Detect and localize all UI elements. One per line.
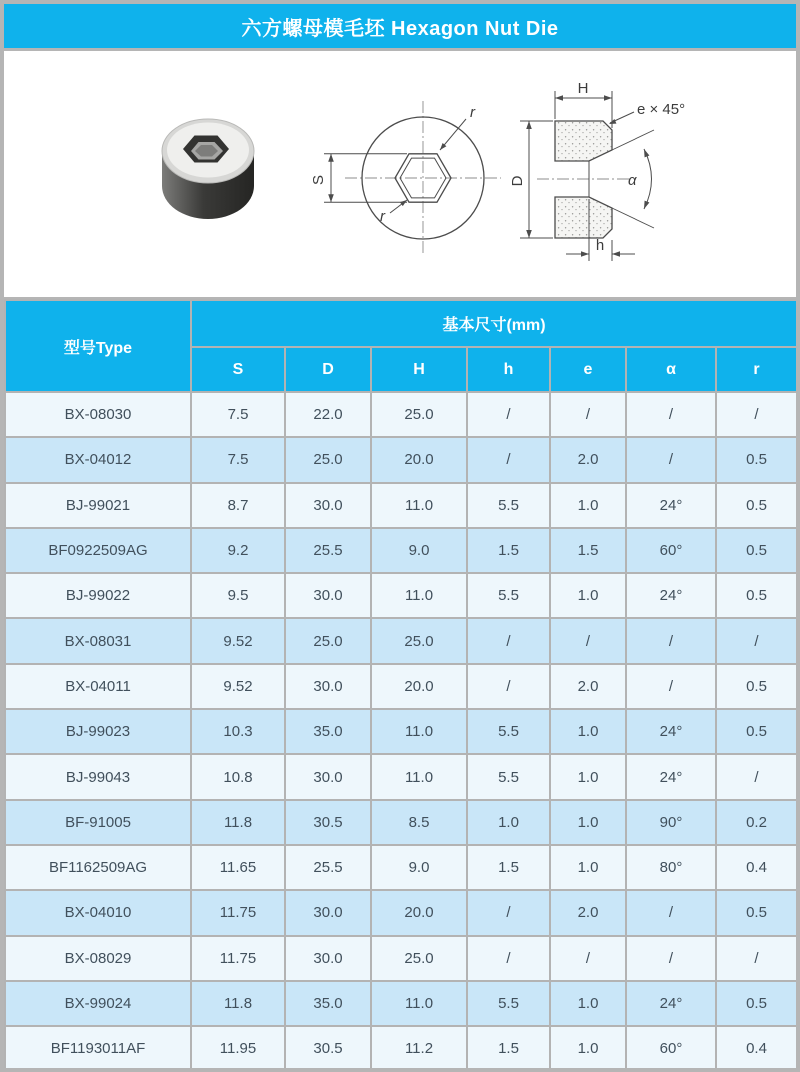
column-header: h xyxy=(467,347,550,392)
front-view-drawing xyxy=(324,101,501,255)
dimension-value-cell: 10.8 xyxy=(191,754,285,799)
dimension-value-cell: 0.5 xyxy=(716,528,797,573)
header-row-group xyxy=(5,300,797,347)
dim-label-r-bottom: r xyxy=(380,208,385,225)
table-row xyxy=(5,528,797,573)
dimension-value-cell: 9.52 xyxy=(191,618,285,663)
dimension-value-cell: 24° xyxy=(626,573,716,618)
table-row xyxy=(5,392,797,437)
technical-drawing xyxy=(4,51,796,297)
dimension-value-cell: 0.5 xyxy=(716,573,797,618)
model-type-cell: BF1193011AF xyxy=(5,1026,191,1071)
model-type-cell: BJ-99022 xyxy=(5,573,191,618)
spec-table-body xyxy=(5,392,797,1071)
dimension-value-cell: 30.0 xyxy=(285,936,371,981)
dimension-value-cell: 1.5 xyxy=(550,528,626,573)
dimension-value-cell: / xyxy=(467,618,550,663)
chamfer-label: e × 45° xyxy=(637,101,686,118)
dimension-value-cell: 0.5 xyxy=(716,981,797,1026)
dimension-value-cell: 9.0 xyxy=(371,845,467,890)
model-type-cell: BX-04011 xyxy=(5,664,191,709)
column-header: D xyxy=(285,347,371,392)
dimension-value-cell: 2.0 xyxy=(550,664,626,709)
dimension-value-cell: 2.0 xyxy=(550,437,626,482)
dimension-value-cell: 90° xyxy=(626,800,716,845)
table-row xyxy=(5,437,797,482)
table-row xyxy=(5,483,797,528)
dimension-value-cell: / xyxy=(626,392,716,437)
dim-label-alpha: α xyxy=(628,172,637,189)
nut-3d-render xyxy=(162,119,254,219)
model-type-cell: BX-99024 xyxy=(5,981,191,1026)
dimension-value-cell: 35.0 xyxy=(285,709,371,754)
column-header: α xyxy=(626,347,716,392)
dimension-value-cell: 8.7 xyxy=(191,483,285,528)
dimension-value-cell: 9.0 xyxy=(371,528,467,573)
dimension-value-cell: 8.5 xyxy=(371,800,467,845)
dimension-value-cell: 30.0 xyxy=(285,890,371,935)
dimension-value-cell: 1.0 xyxy=(550,800,626,845)
dimension-value-cell: 30.5 xyxy=(285,800,371,845)
model-type-cell: BJ-99021 xyxy=(5,483,191,528)
dimension-value-cell: 11.0 xyxy=(371,981,467,1026)
dimension-value-cell: / xyxy=(716,618,797,663)
dimension-value-cell: 30.0 xyxy=(285,483,371,528)
table-row xyxy=(5,573,797,618)
dimension-value-cell: 60° xyxy=(626,1026,716,1071)
page-title: 六方螺母模毛坯 Hexagon Nut Die xyxy=(241,17,559,40)
dimension-value-cell: 25.0 xyxy=(371,392,467,437)
dimension-value-cell: / xyxy=(716,754,797,799)
dimension-value-cell: 25.0 xyxy=(371,936,467,981)
dimension-value-cell: / xyxy=(467,890,550,935)
dimension-value-cell: 24° xyxy=(626,981,716,1026)
dimension-value-cell: 0.4 xyxy=(716,845,797,890)
dim-label-s: S xyxy=(310,174,327,186)
dimension-value-cell: 1.5 xyxy=(467,1026,550,1071)
type-column-header: 型号Type xyxy=(5,300,191,392)
column-header: S xyxy=(191,347,285,392)
model-type-cell: BF-91005 xyxy=(5,800,191,845)
dimension-value-cell: / xyxy=(626,437,716,482)
spec-table xyxy=(4,299,798,1072)
dimension-value-cell: 5.5 xyxy=(467,483,550,528)
dimension-value-cell: 7.5 xyxy=(191,392,285,437)
dimension-value-cell: / xyxy=(716,936,797,981)
dim-label-h-low: h xyxy=(595,237,605,254)
dimension-value-cell: 30.0 xyxy=(285,573,371,618)
column-header: r xyxy=(716,347,797,392)
dimension-value-cell: 25.0 xyxy=(285,437,371,482)
dimension-value-cell: / xyxy=(626,936,716,981)
dimension-value-cell: 5.5 xyxy=(467,709,550,754)
dimension-value-cell: 11.8 xyxy=(191,800,285,845)
table-row xyxy=(5,1026,797,1071)
dimension-value-cell: 11.0 xyxy=(371,483,467,528)
dimension-value-cell: 30.0 xyxy=(285,754,371,799)
dimension-value-cell: / xyxy=(467,437,550,482)
dimension-value-cell: 1.0 xyxy=(550,709,626,754)
model-type-cell: BF0922509AG xyxy=(5,528,191,573)
dimension-value-cell: 0.5 xyxy=(716,890,797,935)
dimension-value-cell: 1.5 xyxy=(467,845,550,890)
dim-label-h-cap: H xyxy=(577,80,589,97)
table-row xyxy=(5,754,797,799)
dimension-value-cell: 25.5 xyxy=(285,528,371,573)
table-row xyxy=(5,890,797,935)
dimension-value-cell: 11.0 xyxy=(371,573,467,618)
table-row xyxy=(5,618,797,663)
dimension-value-cell: 0.2 xyxy=(716,800,797,845)
dimension-value-cell: 11.0 xyxy=(371,709,467,754)
dimension-value-cell: 1.0 xyxy=(550,1026,626,1071)
dimension-value-cell: 11.8 xyxy=(191,981,285,1026)
column-header: e xyxy=(550,347,626,392)
dimension-value-cell: 80° xyxy=(626,845,716,890)
dimension-value-cell: 60° xyxy=(626,528,716,573)
dimension-value-cell: 2.0 xyxy=(550,890,626,935)
dimension-value-cell: 1.0 xyxy=(550,573,626,618)
dimension-value-cell: 11.75 xyxy=(191,890,285,935)
dimension-value-cell: / xyxy=(550,392,626,437)
dimension-value-cell: / xyxy=(467,392,550,437)
dimension-value-cell: 10.3 xyxy=(191,709,285,754)
dimension-value-cell: 1.0 xyxy=(550,845,626,890)
dimension-value-cell: 1.0 xyxy=(467,800,550,845)
dimension-value-cell: 11.0 xyxy=(371,754,467,799)
model-type-cell: BX-04010 xyxy=(5,890,191,935)
dimension-value-cell: 5.5 xyxy=(467,754,550,799)
spec-table-head xyxy=(5,300,797,392)
table-row xyxy=(5,800,797,845)
dimension-value-cell: 24° xyxy=(626,754,716,799)
dimension-value-cell: 11.75 xyxy=(191,936,285,981)
dimension-value-cell: / xyxy=(626,664,716,709)
dimension-value-cell: 11.65 xyxy=(191,845,285,890)
dimension-value-cell: 1.0 xyxy=(550,981,626,1026)
model-type-cell: BJ-99043 xyxy=(5,754,191,799)
dimension-value-cell: / xyxy=(716,392,797,437)
dimension-value-cell: 1.5 xyxy=(467,528,550,573)
dimension-value-cell: 0.5 xyxy=(716,709,797,754)
dimension-value-cell: 24° xyxy=(626,709,716,754)
dimension-value-cell: 0.5 xyxy=(716,437,797,482)
dimension-value-cell: 0.4 xyxy=(716,1026,797,1071)
dimension-value-cell: 25.5 xyxy=(285,845,371,890)
dimension-value-cell: / xyxy=(467,936,550,981)
dimension-value-cell: / xyxy=(550,936,626,981)
model-type-cell: BX-08031 xyxy=(5,618,191,663)
dim-label-d: D xyxy=(509,175,526,187)
model-type-cell: BX-08029 xyxy=(5,936,191,981)
table-row xyxy=(5,709,797,754)
dimension-value-cell: 5.5 xyxy=(467,573,550,618)
dimension-value-cell: 20.0 xyxy=(371,664,467,709)
model-type-cell: BX-04012 xyxy=(5,437,191,482)
table-row xyxy=(5,845,797,890)
technical-drawing-panel xyxy=(4,51,796,299)
dimension-value-cell: 1.0 xyxy=(550,754,626,799)
dimension-value-cell: 30.5 xyxy=(285,1026,371,1071)
dimension-value-cell: / xyxy=(467,664,550,709)
dimension-value-cell: / xyxy=(626,618,716,663)
dimension-value-cell: 7.5 xyxy=(191,437,285,482)
dimension-value-cell: 20.0 xyxy=(371,437,467,482)
dimensions-group-header: 基本尺寸(mm) xyxy=(191,300,797,347)
dimension-value-cell: 25.0 xyxy=(371,618,467,663)
model-type-cell: BF1162509AG xyxy=(5,845,191,890)
dimension-value-cell: 9.52 xyxy=(191,664,285,709)
dimension-value-cell: 11.2 xyxy=(371,1026,467,1071)
dimension-value-cell: 24° xyxy=(626,483,716,528)
column-header: H xyxy=(371,347,467,392)
dimension-value-cell: 1.0 xyxy=(550,483,626,528)
dimension-value-cell: 22.0 xyxy=(285,392,371,437)
page-title-bar xyxy=(4,4,796,51)
model-type-cell: BX-08030 xyxy=(5,392,191,437)
dimension-value-cell: 30.0 xyxy=(285,664,371,709)
dimension-value-cell: 9.2 xyxy=(191,528,285,573)
dimension-value-cell: 9.5 xyxy=(191,573,285,618)
dimension-value-cell: / xyxy=(550,618,626,663)
table-row xyxy=(5,936,797,981)
dim-label-r-top: r xyxy=(470,104,475,121)
dimension-value-cell: 5.5 xyxy=(467,981,550,1026)
dimension-value-cell: 0.5 xyxy=(716,483,797,528)
model-type-cell: BJ-99023 xyxy=(5,709,191,754)
dimension-value-cell: 11.95 xyxy=(191,1026,285,1071)
dimension-value-cell: / xyxy=(626,890,716,935)
table-row xyxy=(5,981,797,1026)
table-row xyxy=(5,664,797,709)
dimension-value-cell: 0.5 xyxy=(716,664,797,709)
dimension-value-cell: 20.0 xyxy=(371,890,467,935)
dimension-value-cell: 25.0 xyxy=(285,618,371,663)
dimension-value-cell: 35.0 xyxy=(285,981,371,1026)
